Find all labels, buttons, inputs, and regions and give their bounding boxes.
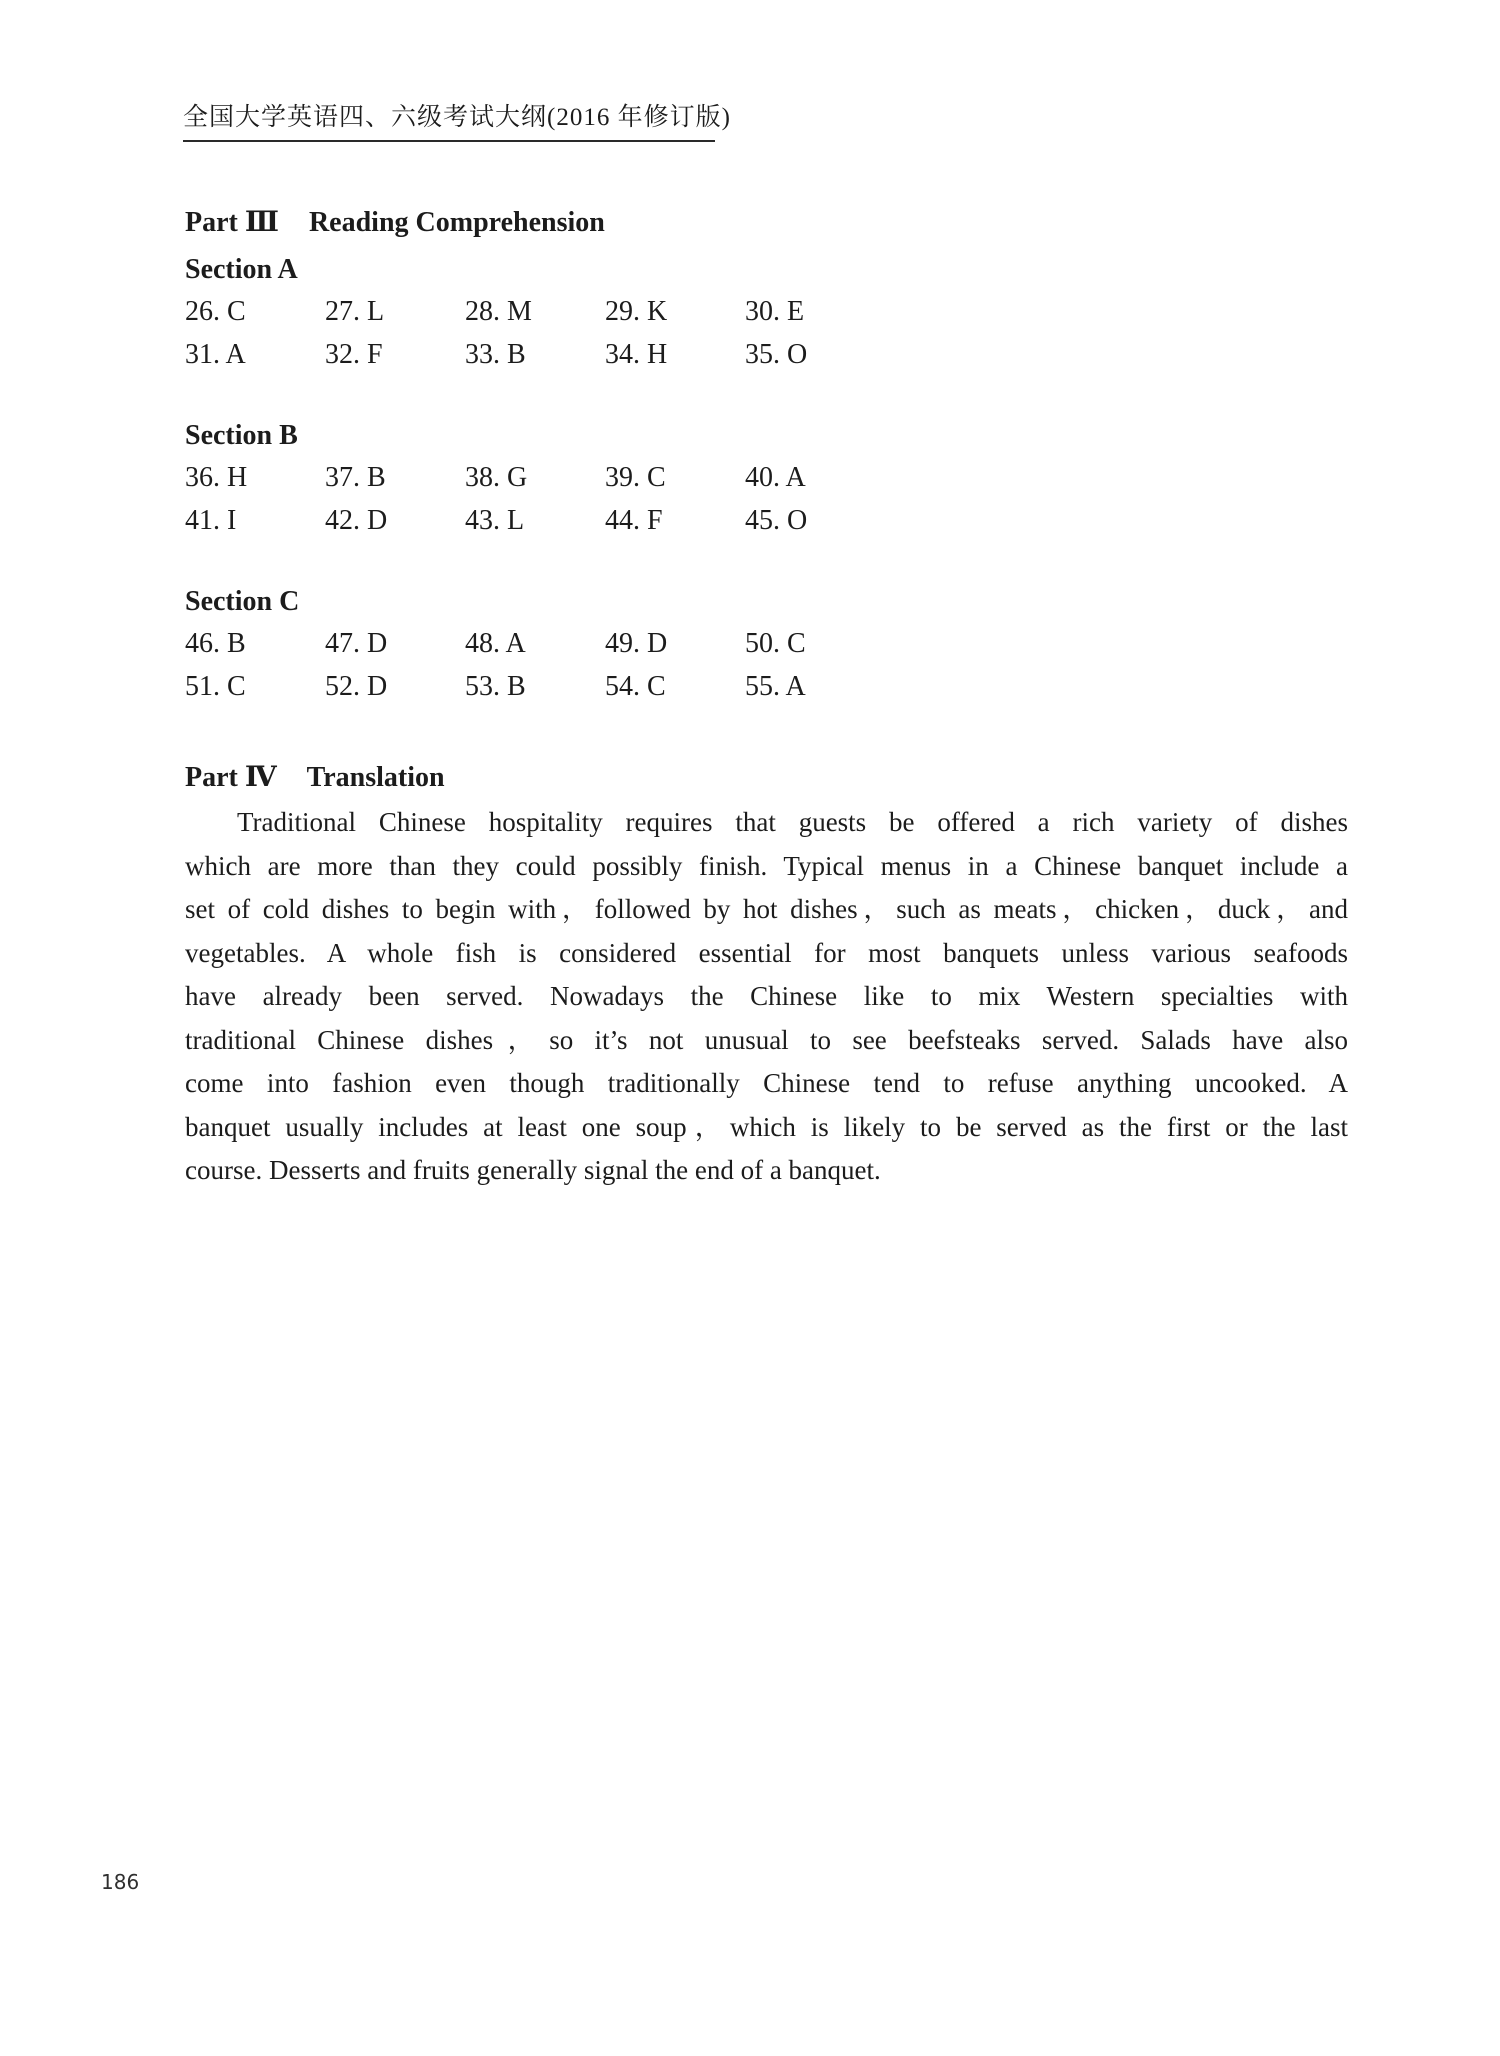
part3-label: Part Ⅲ [185, 207, 279, 238]
header-title: 全国大学英语四、六级考试大纲(2016 年修订版) [183, 104, 731, 131]
answer-item: 32. F [325, 339, 383, 370]
paragraph-line: banquet usually includes at least one soup，which is likely to be served as the first or the last [185, 1111, 1348, 1142]
answer-item: 36. H [185, 462, 248, 493]
paragraph-line: which are more than they could possibly finish. Typical menus in a Chinese banquet include a [185, 850, 1348, 881]
paragraph-line: come into fashion even though traditionally Chinese tend to refuse anything uncooked. A [185, 1068, 1348, 1098]
answer-item: 51. C [185, 671, 246, 702]
answer-item: 27. L [325, 296, 385, 327]
answer-item: 26. C [185, 296, 246, 327]
page-header [183, 97, 731, 142]
answer-item: 34. H [605, 339, 668, 370]
answer-item: 44. F [605, 505, 663, 536]
answer-item: 53. B [465, 671, 526, 702]
answer-item: 39. C [605, 462, 666, 493]
answer-item: 54. C [605, 671, 666, 702]
answer-item: 47. D [325, 628, 388, 659]
answer-item: 40. A [745, 462, 806, 493]
answer-item: 42. D [325, 505, 388, 536]
page-number: 186 [101, 1870, 140, 1894]
paragraph-line: set of cold dishes to begin with，followed by hot dishes，such as meats，chicken，duck，and [185, 894, 1348, 924]
section-a-block [185, 252, 885, 376]
answer-item: 45. O [745, 505, 808, 536]
answer-item: 48. A [465, 628, 526, 659]
answer-item: 49. D [605, 628, 668, 659]
answer-item: 55. A [745, 671, 806, 702]
answer-item: 50. C [745, 628, 806, 659]
section-c-block [185, 584, 885, 708]
part4-heading [185, 760, 445, 796]
paragraph-line: traditional Chinese dishes，so it’s not unusual to see beefsteaks served. Salads have also [185, 1024, 1348, 1055]
answer-item: 43. L [465, 505, 525, 536]
part3-title: Reading Comprehension [308, 207, 605, 238]
paragraph-line: Traditional Chinese hospitality requires that guests be offered a rich variety of dishes [237, 807, 1348, 837]
section-c-label: Section C [185, 586, 300, 617]
section-b-block [185, 418, 885, 542]
section-a-answers [185, 290, 885, 376]
part4-label: Part Ⅳ [185, 762, 277, 793]
answer-item: 33. B [465, 339, 526, 370]
answer-item: 46. B [185, 628, 246, 659]
section-a-label: Section A [185, 254, 298, 285]
answer-item: 28. M [465, 296, 532, 327]
answer-item: 41. I [185, 505, 237, 536]
answer-item: 38. G [465, 462, 528, 493]
answer-item: 29. K [605, 296, 668, 327]
answer-item: 37. B [325, 462, 386, 493]
section-c-answers [185, 622, 885, 708]
answer-item: 31. A [185, 339, 246, 370]
paragraph-line: vegetables. A whole fish is considered essential for most banquets unless various seafoods [185, 937, 1348, 968]
part4-title: Translation [306, 762, 445, 793]
answer-item: 52. D [325, 671, 388, 702]
paragraph-line: course. Desserts and fruits generally signal the end of a banquet. [185, 1155, 881, 1185]
paragraph-line: have already been served. Nowadays the Chinese like to mix Western specialties with [185, 981, 1348, 1011]
answer-item: 35. O [745, 339, 808, 370]
section-b-answers [185, 456, 885, 542]
part3-heading [185, 205, 605, 241]
translation-paragraph [185, 801, 1348, 1193]
answer-item: 30. E [745, 296, 805, 327]
section-b-label: Section B [185, 420, 298, 451]
